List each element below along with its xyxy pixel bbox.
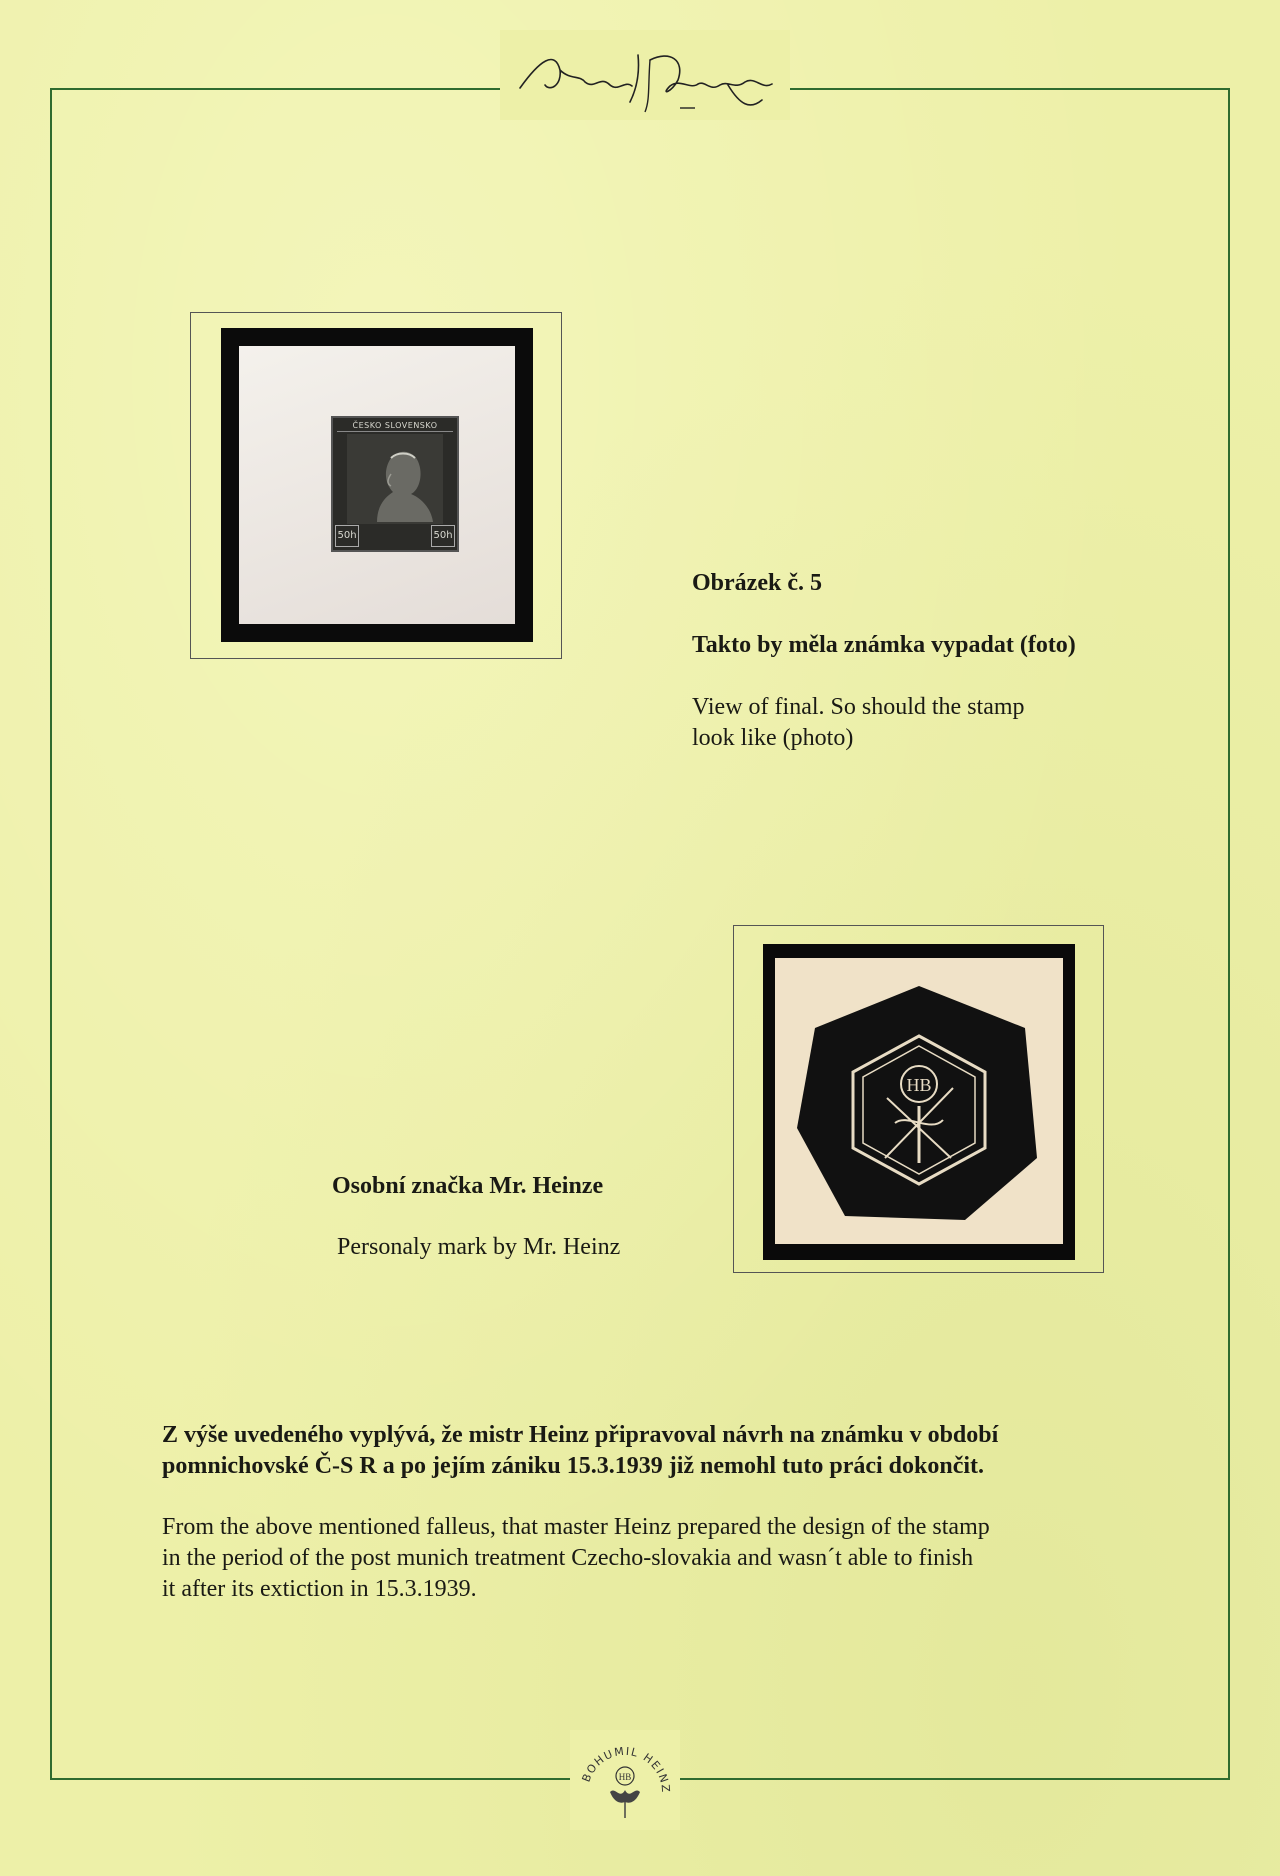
- signature-graphic: [500, 30, 790, 120]
- mark-monogram: HB: [906, 1075, 932, 1095]
- caption-line: look like (photo): [692, 725, 854, 751]
- logo-monogram: HB: [618, 1772, 632, 1782]
- svg-text:BOHUMIL HEINZ: [580, 1745, 673, 1794]
- stamp: [331, 416, 459, 552]
- caption-line: View of final. So should the stamp: [692, 694, 1025, 720]
- conclusion-line: pomnichovské Č-S R a po jejím zániku 15.3.1939 již nemohl tuto práci dokončit.: [162, 1453, 985, 1479]
- conclusion-line: it after its extiction in 15.3.1939.: [162, 1576, 477, 1602]
- conclusion-line: in the period of the post munich treatment Czecho-slovakia and wasn´t able to finish: [162, 1545, 974, 1571]
- conclusion-czech: [162, 1420, 1142, 1482]
- stamp-proof-frame: [221, 328, 533, 642]
- personal-mark-graphic: [775, 958, 1063, 1244]
- logo-text: BOHUMIL HEINZ: [579, 1744, 673, 1795]
- photo-mount-stamp: [190, 312, 562, 659]
- conclusion-english: [162, 1512, 1142, 1605]
- logo-graphic: [570, 1730, 680, 1830]
- signature: [500, 30, 790, 120]
- stamp-value-right: 50h: [431, 525, 455, 547]
- conclusion-line: Z výše uvedeného vyplývá, že mistr Heinz připravoval návrh na známku v období: [162, 1422, 999, 1448]
- figure2-caption-english: Personaly mark by Mr. Heinz: [337, 1234, 621, 1260]
- figure2-caption-title: Osobní značka Mr. Heinze: [332, 1173, 604, 1199]
- conclusion-line: From the above mentioned falleus, that master Heinz prepared the design of the stamp: [162, 1514, 990, 1540]
- figure1-caption-title: Obrázek č. 5: [692, 570, 822, 596]
- photo-mount-mark: [733, 925, 1104, 1273]
- mark-proof-frame: [763, 944, 1075, 1260]
- proof-sheet: [239, 346, 515, 624]
- footer-logo: [570, 1730, 680, 1830]
- stamp-value-left: 50h: [335, 525, 359, 547]
- figure1-caption-english: [692, 692, 1112, 754]
- portrait-graphic: [347, 434, 443, 524]
- mark-proof-sheet: [775, 958, 1063, 1244]
- stamp-header: ČESKO SLOVENSKO: [337, 421, 453, 432]
- stamp-portrait: [347, 434, 443, 524]
- figure1-caption-subtitle: Takto by měla známka vypadat (foto): [692, 632, 1076, 658]
